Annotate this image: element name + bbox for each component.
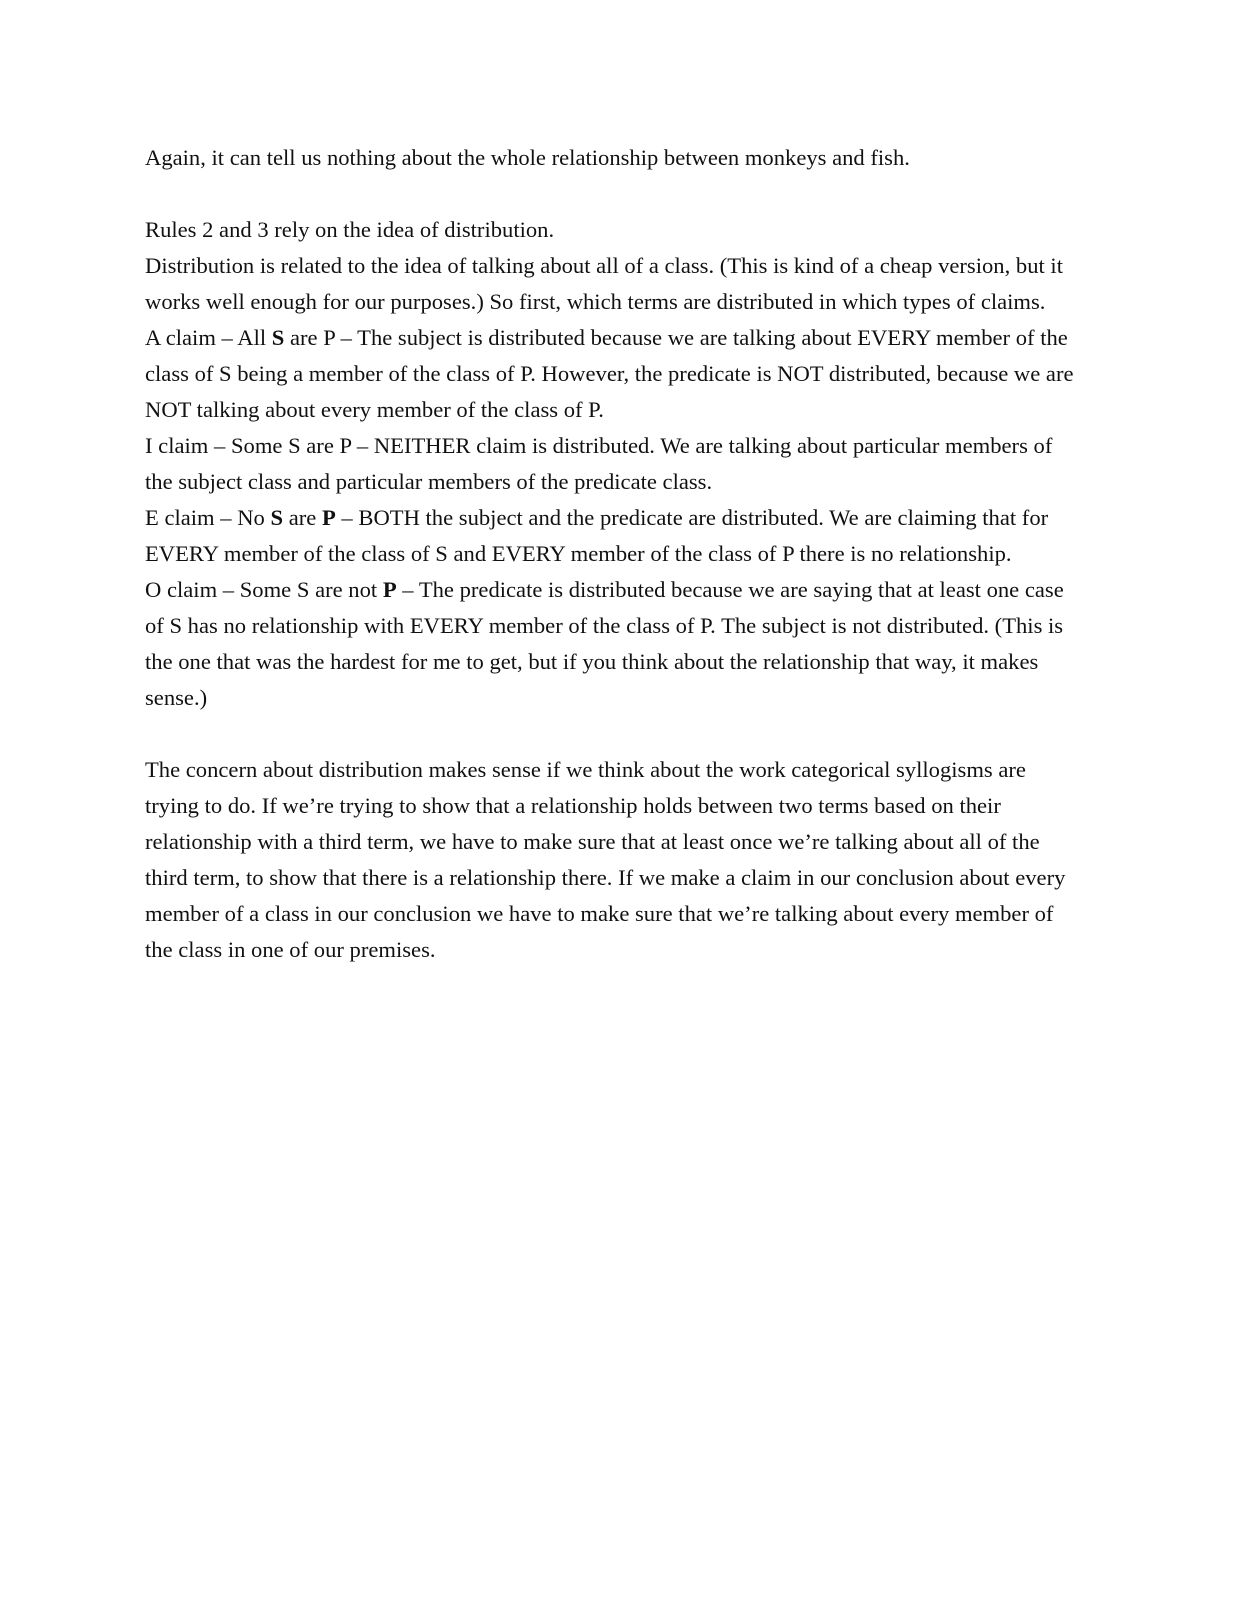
o-claim-predicate: P (382, 577, 397, 602)
paragraph-distribution: Distribution is related to the idea of talking about all of a class. (This is kind of a cheap version, but it works well enough for our purposes.) So first, which terms are distributed in which types of claims. (145, 253, 1063, 314)
a-claim-subject: S (271, 325, 285, 350)
paragraph-e-claim (145, 500, 1075, 572)
paragraph-gap (145, 716, 1075, 752)
e-claim-prefix: E claim – No (145, 505, 271, 530)
paragraph-intro: Again, it can tell us nothing about the whole relationship between monkeys and fish. (145, 145, 910, 170)
paragraph-a-claim (145, 320, 1075, 428)
a-claim-prefix: A claim – All (145, 325, 272, 350)
e-claim-predicate: P (321, 505, 336, 530)
paragraph-i-claim: I claim – Some S are P – NEITHER claim is distributed. We are talking about particular members of the subject class and particular members of the predicate class. (145, 433, 1053, 494)
paragraph-rules: Rules 2 and 3 rely on the idea of distribution. (145, 217, 555, 242)
paragraph-o-claim (145, 572, 1075, 716)
e-claim-subject: S (270, 505, 284, 530)
e-claim-rest: – BOTH the subject and the predicate are distributed. We are claiming that for EVERY member of the class of S and EVERY member of the class of P there is no relationship. (145, 505, 1049, 566)
paragraph-conclusion: The concern about distribution makes sense if we think about the work categorical syllogisms are trying to do. If we’re trying to show that a relationship holds between two terms based on their relationship with a third term, we have to make sure that at least once we’re talking about all of the third term, to show that there is a relationship there. If we make a claim in our conclusion about every member of a class in our conclusion we have to make sure that we’re talking about every member of the class in one of our premises. (145, 757, 1066, 962)
a-claim-rest: are P – The subject is distributed because we are talking about EVERY member of the class of S being a member of the class of P. However, the predicate is NOT distributed, because we are NOT talking about every member of the class of P. (145, 325, 1074, 422)
paragraph-gap (145, 176, 1075, 212)
o-claim-prefix: O claim – Some S are not (145, 577, 383, 602)
o-claim-rest: – The predicate is distributed because we are saying that at least one case of S has no relationship with EVERY member of the class of P. The subject is not distributed. (This is the one that was the hardest for me to get, but if you think about the relationship that way, it makes sense.) (145, 577, 1064, 710)
e-claim-mid: are (283, 505, 322, 530)
document-body (145, 140, 1075, 968)
